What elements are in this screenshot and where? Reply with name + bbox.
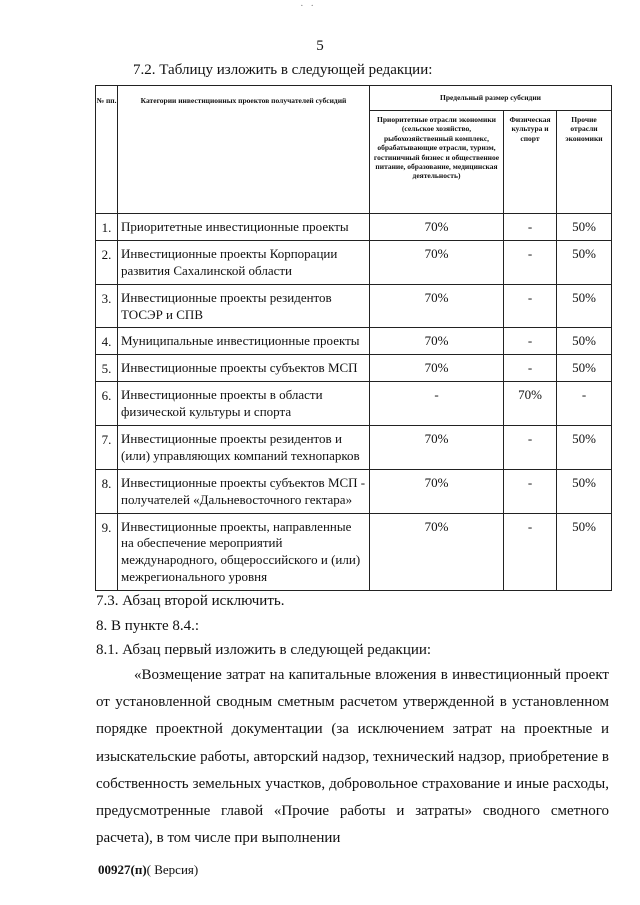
table-row [96, 355, 612, 382]
row-other-value: - [557, 382, 612, 426]
header-category: Категории инвестиционных проектов получателей субсидий [118, 86, 370, 214]
row-number: 6. [96, 382, 118, 426]
row-category: Приоритетные инвестиционные проекты [118, 214, 370, 241]
row-category: Инвестиционные проекты Корпорации развития Сахалинской области [118, 240, 370, 284]
row-number: 2. [96, 240, 118, 284]
row-category: Инвестиционные проекты, направленные на обеспечение мероприятий международного, общероссийского и (или) межрегионального уровня [118, 513, 370, 591]
doc-code: 00927(п) [98, 862, 147, 877]
table-row [96, 240, 612, 284]
row-sport-value: - [504, 469, 557, 513]
header-number: № пп. [96, 86, 118, 214]
paragraph-7-3: 7.3. Абзац второй исключить. [96, 593, 285, 609]
row-priority-value: 70% [370, 513, 504, 591]
top-scan-marks: · · [300, 0, 317, 12]
row-priority-value: 70% [370, 355, 504, 382]
row-category: Муниципальные инвестиционные проекты [118, 328, 370, 355]
header-sport: Физическая культура и спорт [504, 111, 557, 214]
table-row [96, 513, 612, 591]
row-priority-value: 70% [370, 328, 504, 355]
row-category: Инвестиционные проекты в области физической культуры и спорта [118, 382, 370, 426]
row-priority-value: 70% [370, 426, 504, 470]
row-category: Инвестиционные проекты резидентов и (или) управляющих компаний технопарков [118, 426, 370, 470]
table-row [96, 426, 612, 470]
row-sport-value: - [504, 214, 557, 241]
row-other-value: 50% [557, 513, 612, 591]
row-other-value: 50% [557, 328, 612, 355]
row-category: Инвестиционные проекты субъектов МСП [118, 355, 370, 382]
header-priority-sectors: Приоритетные отрасли экономики (сельское хозяйство, рыбохозяйственный комплекс, обрабатывающие отрасли, туризм, гостиничный бизнес и общественное питание, образование, медицинская деятельность) [370, 111, 504, 214]
row-number: 7. [96, 426, 118, 470]
row-sport-value: 70% [504, 382, 557, 426]
row-other-value: 50% [557, 355, 612, 382]
row-priority-value: 70% [370, 284, 504, 328]
subsidy-table [95, 85, 612, 591]
row-number: 9. [96, 513, 118, 591]
row-sport-value: - [504, 513, 557, 591]
row-other-value: 50% [557, 426, 612, 470]
paragraph-8-1: 8.1. Абзац первый изложить в следующей редакции: [96, 642, 432, 658]
row-number: 3. [96, 284, 118, 328]
header-max-subsidy: Предельный размер субсидии [370, 86, 612, 111]
row-other-value: 50% [557, 214, 612, 241]
row-sport-value: - [504, 328, 557, 355]
row-sport-value: - [504, 426, 557, 470]
table-row [96, 328, 612, 355]
table-row [96, 469, 612, 513]
body-paragraph-text: «Возмещение затрат на капитальные вложения в инвестиционный проект от установленной сводным сметным расчетом утвержденной в установленном порядке проектной документации (за исключением затрат на проектные и изыскательские работы, авторский надзор, технический надзор, приобретение в собственность земельных участков, добровольное страхование и иные расходы, предусмотренные главой «Прочие работы и затраты» сводного сметного расчета), в том числе при выполнении [96, 667, 609, 847]
table-row [96, 382, 612, 426]
footer-doc-code [98, 862, 198, 878]
row-other-value: 50% [557, 240, 612, 284]
paragraph-8: 8. В пункте 8.4.: [96, 618, 200, 634]
table-row [96, 284, 612, 328]
header-other-sectors: Прочие отрасли экономики [557, 111, 612, 214]
row-sport-value: - [504, 355, 557, 382]
page-number: 5 [316, 38, 324, 54]
row-number: 4. [96, 328, 118, 355]
table-row [96, 214, 612, 241]
row-other-value: 50% [557, 284, 612, 328]
row-sport-value: - [504, 284, 557, 328]
row-number: 8. [96, 469, 118, 513]
row-number: 1. [96, 214, 118, 241]
row-priority-value: - [370, 382, 504, 426]
row-priority-value: 70% [370, 240, 504, 284]
row-other-value: 50% [557, 469, 612, 513]
row-category: Инвестиционные проекты субъектов МСП - получателей «Дальневосточного гектара» [118, 469, 370, 513]
doc-version: ( Версия) [146, 862, 199, 877]
row-priority-value: 70% [370, 469, 504, 513]
row-number: 5. [96, 355, 118, 382]
section-heading: 7.2. Таблицу изложить в следующей редакции: [133, 62, 433, 78]
row-category: Инвестиционные проекты резидентов ТОСЭР и СПВ [118, 284, 370, 328]
row-priority-value: 70% [370, 214, 504, 241]
table-header-row [96, 86, 612, 111]
body-paragraph [96, 662, 609, 852]
row-sport-value: - [504, 240, 557, 284]
